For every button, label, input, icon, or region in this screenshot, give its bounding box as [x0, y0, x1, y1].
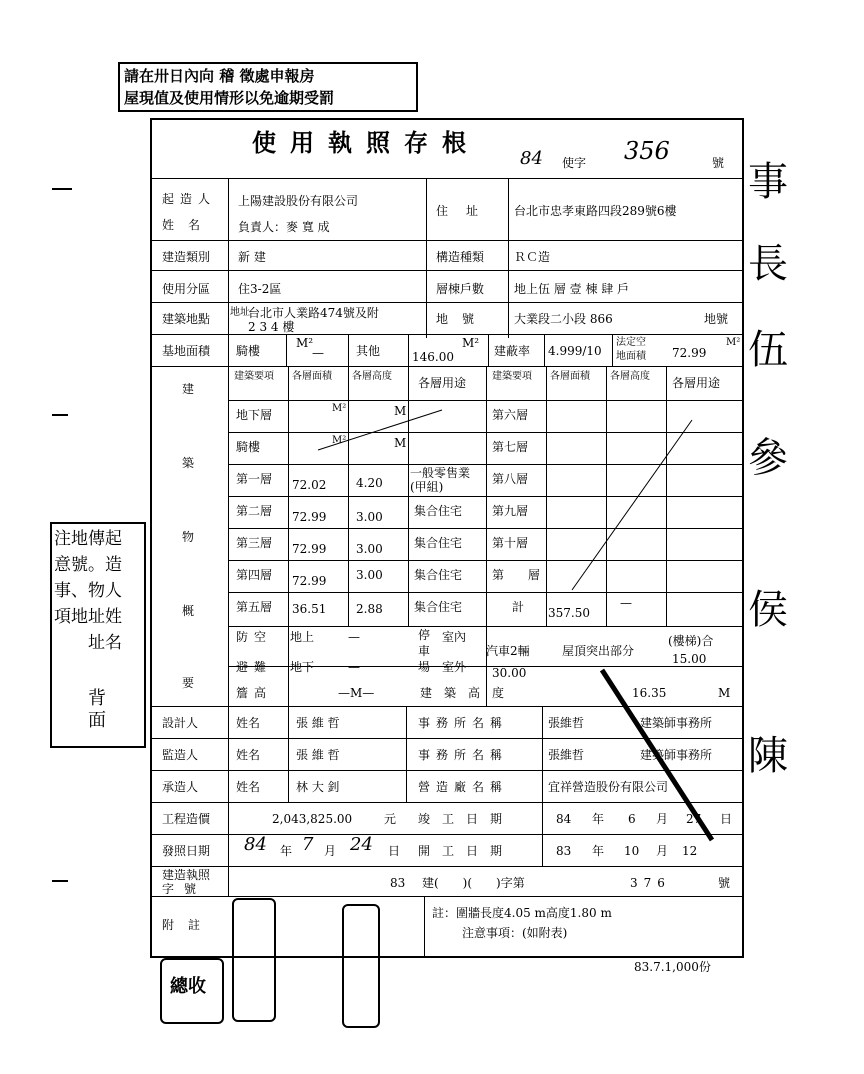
notice-line1: 請在卅日內向 稽 徵處申報房 — [124, 67, 315, 85]
cost-unit: 元 — [384, 812, 397, 826]
start-m-unit: 月 — [656, 844, 669, 858]
row-l2-use: 一般零售業(甲組) — [410, 466, 471, 494]
side-line-1: 注地傳起 — [54, 529, 122, 549]
notice-line2: 屋現值及使用情形以免逾期受罰 — [124, 89, 335, 107]
address-label: 住址 — [436, 204, 497, 218]
overview-side-1: 建 — [182, 382, 195, 396]
row-l3-use: 集合住宅 — [414, 504, 463, 518]
unit-h-l0: M — [394, 404, 407, 418]
designer-office-suffix: 建築師事務所 — [640, 716, 713, 730]
contractor-firm-label: 營造廠名稱 — [418, 780, 509, 794]
margin-dash-3 — [52, 880, 68, 882]
margin-dash-2 — [52, 414, 68, 416]
issue-y: 84 — [244, 834, 267, 855]
col-item-right: 建築要項 — [492, 371, 532, 382]
permit-num: 376 — [630, 876, 671, 890]
building-type-label: 建造類別 — [162, 250, 211, 264]
structure-type: ＲＣ造 — [514, 250, 551, 264]
start-d: 12 — [682, 844, 698, 858]
start-y-unit: 年 — [592, 844, 605, 858]
col-height-right: 各層高度 — [610, 371, 650, 382]
margin-dash-1 — [52, 188, 72, 190]
done-y: 84 — [556, 812, 572, 826]
start-label: 開工日期 — [418, 844, 515, 858]
unit-l1: M² — [332, 435, 347, 446]
legal-unit: M² — [726, 337, 741, 348]
roof-label: 屋頂突出部分 — [562, 644, 635, 658]
row-l4-use: 集合住宅 — [414, 536, 463, 550]
row-r1-name: 第七層 — [492, 440, 529, 454]
issue-m-unit: 月 — [324, 844, 337, 858]
done-d-unit: 日 — [720, 812, 733, 826]
row-l3-name: 第二層 — [236, 504, 273, 518]
lot-suffix: 地號 — [704, 312, 729, 326]
parking-2: 車 — [418, 644, 431, 658]
arcade-unit: M² — [296, 336, 314, 350]
shelter-label: 防空 — [236, 630, 273, 644]
permit-prefix: 使字 — [562, 156, 587, 170]
col-item-left: 建築要項 — [234, 371, 274, 382]
permit-year: 84 — [520, 148, 543, 169]
shelter-below-val: — — [348, 660, 360, 674]
site-area-label: 基地面積 — [162, 344, 211, 358]
designer-office-label: 事務所名稱 — [418, 716, 509, 730]
parking-3: 場 — [418, 660, 431, 674]
row-l4-height: 3.00 — [356, 542, 383, 556]
supervisor-office-suffix: 建築師事務所 — [640, 748, 713, 762]
parking-outdoor: 室外 — [442, 660, 467, 674]
row-l5-use: 集合住宅 — [414, 568, 463, 582]
row-l5-name: 第四層 — [236, 568, 273, 582]
permit-sheet — [150, 118, 744, 958]
eaves-label: 簷高 — [236, 686, 273, 700]
other-value: 146.00 — [412, 350, 454, 364]
site-addr2: 2 3 4 樓 — [248, 320, 295, 334]
row-l6-area: 36.51 — [292, 602, 327, 616]
row-l2-name: 第一層 — [236, 472, 273, 486]
permit-number: 356 — [624, 137, 670, 165]
col-use-left: 各層用途 — [418, 376, 467, 390]
done-y-unit: 年 — [592, 812, 605, 826]
lot-label: 地號 — [436, 312, 489, 326]
permit-suffix-2: 號 — [718, 876, 731, 890]
row-r6-name: 計 — [512, 600, 525, 614]
lot-value: 大業段二小段 866 — [514, 312, 613, 326]
floors-label: 層棟戶數 — [436, 282, 485, 296]
roof-val: 15.00 — [672, 652, 707, 666]
receipt-stamp-text: 總收 — [170, 976, 206, 997]
issue-y-unit: 年 — [280, 844, 293, 858]
applicant-rep: 負責人：麥 寬 成 — [238, 220, 330, 234]
margin-char-2: 長 — [748, 241, 788, 287]
parking-note: 汽車2輛 — [486, 644, 530, 658]
notes-line2: 注意事項：(如附表) — [462, 926, 568, 940]
side-note-box — [50, 522, 146, 748]
supervisor-name: 張 維 哲 — [296, 748, 340, 762]
col-height-left: 各層高度 — [352, 371, 392, 382]
margin-char-5: 侯 — [748, 587, 788, 633]
other-unit: M² — [462, 336, 480, 350]
row-l4-area: 72.99 — [292, 542, 327, 556]
side-line-4: 項地址姓 — [54, 607, 122, 627]
cost-label: 工程造價 — [162, 812, 211, 826]
permit-suffix: 號 — [712, 156, 725, 170]
issue-d-unit: 日 — [388, 844, 401, 858]
permit-text: 建( )( )字第 — [422, 876, 525, 890]
structure-label: 構造種類 — [436, 250, 485, 264]
row-r6-height: — — [620, 596, 632, 610]
unit-h-l1: M — [394, 436, 407, 450]
receipt-stamp — [160, 958, 224, 1024]
usage-zone-label: 使用分區 — [162, 282, 211, 296]
row-l0-name: 地下層 — [236, 408, 273, 422]
arcade-value: — — [312, 346, 324, 360]
row-r3-name: 第九層 — [492, 504, 529, 518]
usage-zone: 住3-2區 — [238, 282, 282, 296]
designer-label: 設計人 — [162, 716, 199, 730]
row-l6-height: 2.88 — [356, 602, 383, 616]
parking-1: 停 — [418, 628, 431, 642]
shelter-above: 地上 — [290, 630, 315, 644]
designer-name: 張 維 哲 — [296, 716, 340, 730]
legal-value: 72.99 — [672, 346, 707, 360]
row-r5-name: 第 層 — [492, 568, 550, 582]
overview-side-3: 物 — [182, 530, 195, 544]
margin-char-3: 伍 — [748, 327, 788, 373]
side-line-2: 意號。造 — [54, 555, 122, 575]
permit-year-83: 83 — [390, 876, 406, 890]
row-l6-use: 集合住宅 — [414, 600, 463, 614]
row-l2-area: 72.02 — [292, 478, 327, 492]
cancel-strokes — [152, 120, 742, 956]
roof-note: (樓梯)合 — [668, 634, 714, 648]
row-l5-area: 72.99 — [292, 574, 327, 588]
col-use-right: 各層用途 — [672, 376, 721, 390]
official-seal-1 — [232, 898, 276, 1022]
form-code: 83.7.1,000份 — [634, 960, 711, 974]
bheight-val: 16.35 — [632, 686, 667, 700]
official-seal-2 — [342, 904, 380, 1028]
permit-label1: 建造執照 — [162, 868, 211, 882]
done-m: 6 — [628, 812, 636, 826]
issue-m: 7 — [302, 834, 314, 855]
issue-label: 發照日期 — [162, 844, 211, 858]
parking-outdoor-val: 30.00 — [492, 666, 527, 680]
contractor-label: 承造人 — [162, 780, 199, 794]
applicant-label: 起造人 — [162, 192, 217, 206]
eaves-val: —M— — [338, 686, 375, 700]
contractor-name: 林 大 釗 — [296, 780, 340, 794]
notes-line1: 註：圍牆長度4.05 m高度1.80 m — [432, 906, 612, 920]
site-label: 建築地點 — [162, 312, 211, 326]
done-m-unit: 月 — [656, 812, 669, 826]
legal-label2: 地面積 — [616, 351, 646, 362]
margin-char-4: 參 — [748, 435, 788, 481]
start-m: 10 — [624, 844, 640, 858]
designer-office: 張維哲 — [548, 716, 585, 730]
building-type: 新 建 — [238, 250, 266, 264]
supervisor-office: 張維哲 — [548, 748, 585, 762]
coverage-value: 4.999/10 — [548, 344, 602, 358]
coverage-label: 建蔽率 — [494, 344, 531, 358]
legal-label1: 法定空 — [616, 337, 646, 348]
supervisor-office-label: 事務所名稱 — [418, 748, 509, 762]
applicant-company: 上陽建設股份有限公司 — [238, 194, 359, 208]
permit-label2: 字號 — [162, 882, 207, 896]
col-area-right: 各層面積 — [550, 371, 590, 382]
arcade-label: 騎樓 — [236, 344, 261, 358]
row-l5-height: 3.00 — [356, 568, 383, 582]
notice-box — [118, 62, 418, 112]
row-l3-height: 3.00 — [356, 510, 383, 524]
contractor-firm: 宜祥營造股份有限公司 — [548, 780, 669, 794]
bheight-unit: M — [718, 686, 731, 700]
row-r2-name: 第八層 — [492, 472, 529, 486]
margin-char-6: 陳 — [748, 733, 788, 779]
shelter-below: 地下 — [290, 660, 315, 674]
notes-label: 附註 — [162, 918, 215, 932]
applicant-name-label: 姓名 — [162, 218, 215, 232]
supervisor-name-label: 姓名 — [236, 748, 261, 762]
side-line-3: 事、物人 — [54, 581, 122, 601]
col-area-left: 各層面積 — [292, 371, 332, 382]
row-l3-area: 72.99 — [292, 510, 327, 524]
site-addr-label: 地址 — [230, 307, 250, 318]
side-line-5: 址名 — [54, 633, 122, 653]
overview-side-4: 概 — [182, 604, 195, 618]
applicant-address: 台北市忠孝東路四段289號6樓 — [514, 204, 677, 218]
site-addr1: 台北市人業路474號及附 — [248, 306, 379, 320]
overview-side-2: 築 — [182, 456, 195, 470]
evac-label: 避難 — [236, 660, 273, 674]
side-back: 背面 — [88, 688, 106, 731]
overview-side-5: 要 — [182, 676, 195, 690]
issue-d: 24 — [350, 834, 373, 855]
row-l1-name: 騎樓 — [236, 440, 261, 454]
done-label: 竣工日期 — [418, 812, 515, 826]
row-l6-name: 第五層 — [236, 600, 273, 614]
row-l4-name: 第三層 — [236, 536, 273, 550]
designer-name-label: 姓名 — [236, 716, 261, 730]
floors-value: 地上伍 層 壹 棟 肆 戶 — [514, 282, 630, 296]
unit-l0: M² — [332, 403, 347, 414]
start-y: 83 — [556, 844, 572, 858]
row-r4-name: 第十層 — [492, 536, 529, 550]
bheight-label: 建築高度 — [420, 686, 517, 700]
page-title: 使用執照存根 — [252, 128, 480, 157]
other-label: 其他 — [356, 344, 381, 358]
parking-indoor: 室內 — [442, 630, 467, 644]
contractor-name-label: 姓名 — [236, 780, 261, 794]
row-r6-area: 357.50 — [548, 606, 590, 620]
done-d: 27 — [686, 812, 702, 826]
supervisor-label: 監造人 — [162, 748, 199, 762]
cost-value: 2,043,825.00 — [272, 812, 353, 826]
row-r0-name: 第六層 — [492, 408, 529, 422]
row-l2-height: 4.20 — [356, 476, 383, 490]
margin-char-1: 事 — [748, 159, 788, 205]
shelter-above-val: — — [348, 630, 360, 644]
